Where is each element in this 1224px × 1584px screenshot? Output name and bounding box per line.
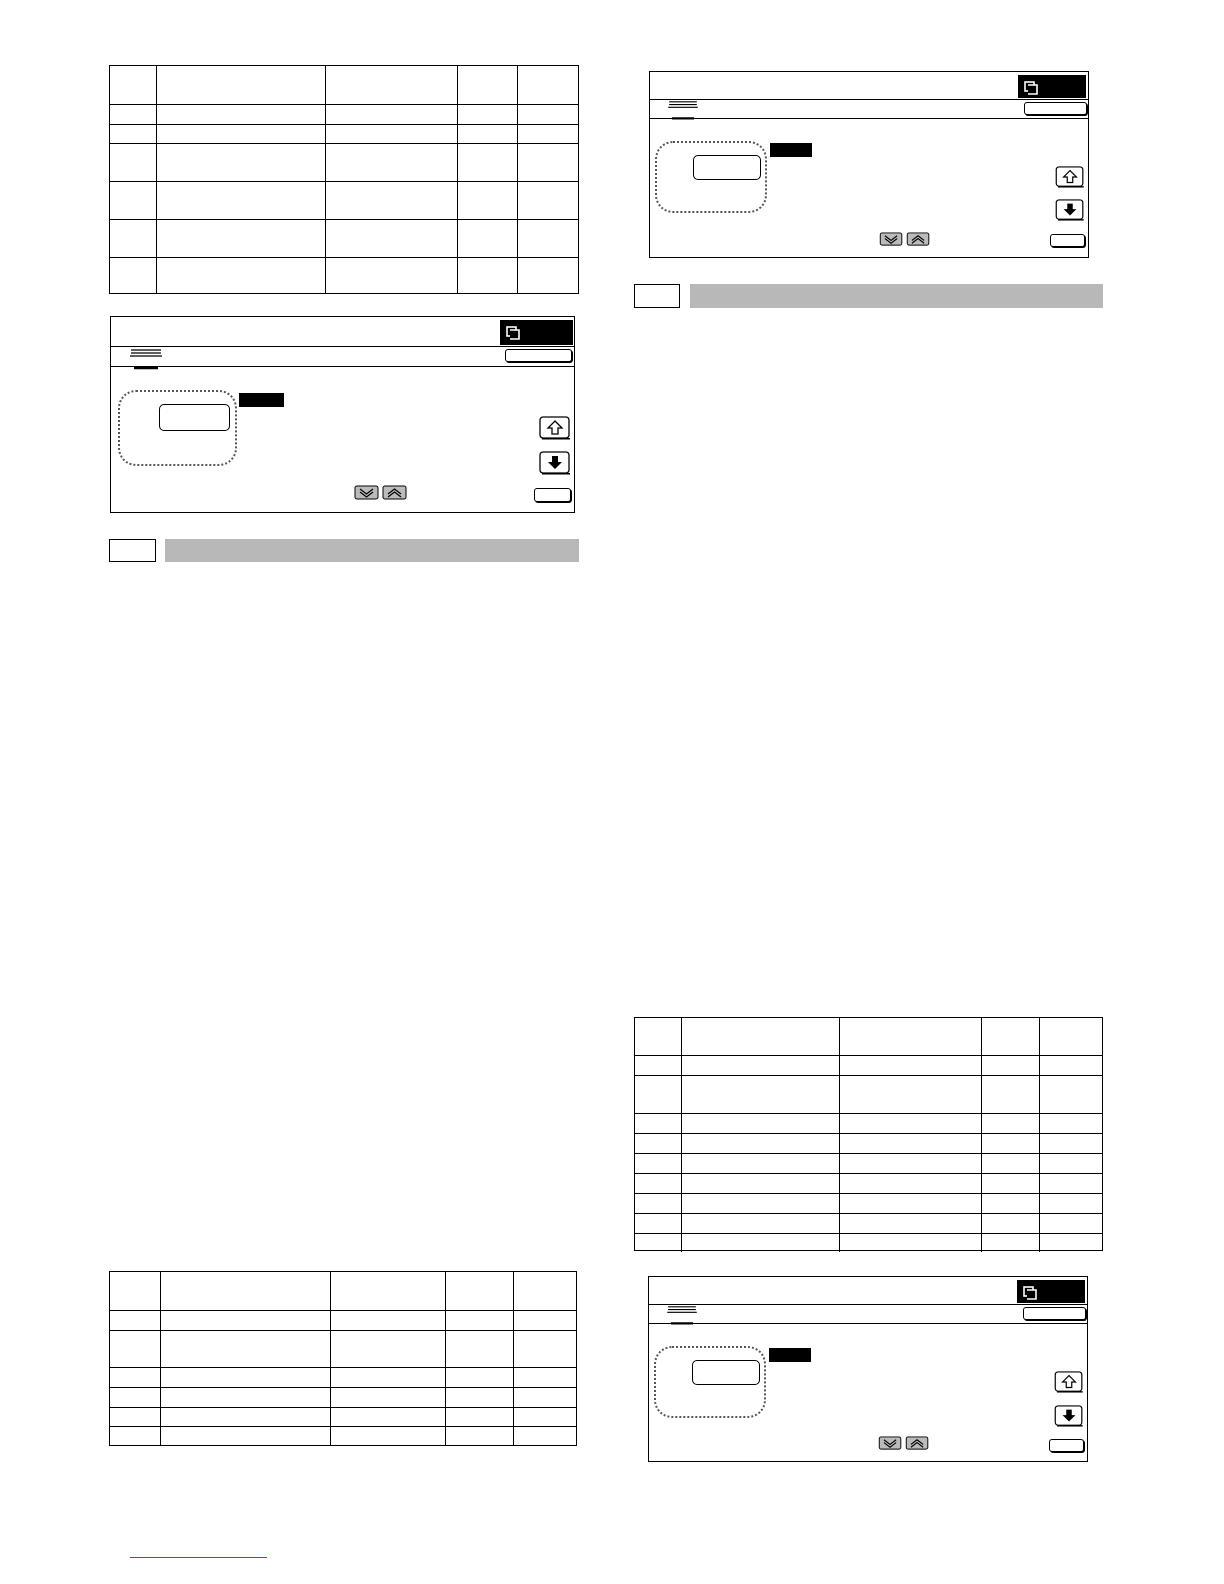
table-cell [330, 1311, 445, 1330]
copy-mode-indicator [500, 320, 573, 345]
table-cell [681, 1076, 839, 1113]
table-cell [156, 144, 325, 181]
table-cell [681, 1056, 839, 1075]
section-header-right [634, 284, 1103, 308]
table-cell [635, 1134, 681, 1153]
table-cell [681, 1018, 839, 1055]
table-cell [160, 1272, 330, 1310]
table-top-left [109, 65, 579, 294]
table-cell [681, 1214, 839, 1233]
header-button[interactable] [1024, 102, 1087, 115]
table-cell [513, 1331, 576, 1367]
table-cell [110, 1368, 160, 1387]
table-cell [110, 1331, 160, 1367]
table-cell [156, 258, 325, 293]
table-cell [325, 258, 457, 293]
value-field[interactable] [692, 1360, 760, 1385]
table-cell [445, 1388, 513, 1407]
table-cell [635, 1076, 681, 1113]
table-cell [110, 1408, 160, 1426]
table-row [635, 1153, 1102, 1173]
table-cell [160, 1427, 330, 1445]
table-cell [635, 1154, 681, 1173]
table-cell [160, 1368, 330, 1387]
table-cell [981, 1214, 1039, 1233]
paper-tray-icon [129, 347, 163, 373]
table-cell [981, 1194, 1039, 1213]
table-cell [325, 144, 457, 181]
table-cell [635, 1194, 681, 1213]
table-cell [1039, 1114, 1102, 1133]
scroll-up-button[interactable] [1055, 166, 1085, 188]
table-cell [110, 182, 156, 219]
table-cell [330, 1427, 445, 1445]
table-row [110, 1387, 576, 1407]
table-cell [513, 1427, 576, 1445]
table-cell [110, 220, 156, 257]
table-cell [1039, 1214, 1102, 1233]
section-number-box [634, 284, 680, 308]
section-title-bar [165, 539, 579, 562]
table-cell [981, 1018, 1039, 1055]
item-label [770, 143, 812, 157]
table-cell [110, 105, 156, 124]
table-cell [1039, 1174, 1102, 1193]
ok-button[interactable] [1050, 234, 1085, 247]
table-cell [330, 1368, 445, 1387]
table-row [635, 1233, 1102, 1252]
table-cell [513, 1311, 576, 1330]
table-cell [839, 1234, 981, 1252]
table-cell [635, 1234, 681, 1252]
copy-pages-icon [1024, 81, 1038, 95]
table-cell [110, 1272, 160, 1310]
copy-mode-indicator [1018, 75, 1086, 98]
table-cell [981, 1076, 1039, 1113]
table-bottom-left [109, 1271, 577, 1446]
table-row [110, 219, 578, 257]
item-label [239, 393, 284, 407]
table-cell [981, 1234, 1039, 1252]
table-cell [457, 258, 517, 293]
copy-mode-indicator [1017, 1280, 1085, 1303]
table-cell [156, 125, 325, 143]
table-cell [445, 1368, 513, 1387]
scroll-up-button[interactable] [1054, 1371, 1084, 1393]
table-cell [325, 220, 457, 257]
value-field[interactable] [693, 155, 761, 180]
table-cell [457, 182, 517, 219]
paper-tray-icon [665, 1304, 699, 1328]
table-cell [325, 105, 457, 124]
table-cell [513, 1408, 576, 1426]
item-label [769, 1348, 811, 1362]
table-row [110, 1426, 576, 1445]
ok-button[interactable] [534, 488, 571, 502]
page-up-button[interactable] [382, 485, 408, 501]
header-divider [649, 1304, 1087, 1305]
table-cell [1039, 1056, 1102, 1075]
table-cell [110, 66, 156, 104]
table-cell [156, 220, 325, 257]
value-field[interactable] [159, 404, 230, 431]
table-cell [681, 1194, 839, 1213]
table-cell [635, 1056, 681, 1075]
table-cell [330, 1272, 445, 1310]
table-cell [160, 1388, 330, 1407]
table-row [110, 257, 578, 293]
page-down-button[interactable] [878, 1436, 903, 1451]
section-header-left [109, 539, 579, 562]
table-cell [839, 1076, 981, 1113]
table-cell [681, 1154, 839, 1173]
table-cell [981, 1114, 1039, 1133]
table-cell [156, 182, 325, 219]
content-divider [650, 118, 1088, 119]
copy-pages-icon [506, 326, 520, 340]
table-cell [1039, 1076, 1102, 1113]
table-cell [110, 125, 156, 143]
footer-link[interactable] [130, 1557, 267, 1558]
table-cell [1039, 1134, 1102, 1153]
screen-panel-bottom-right [648, 1276, 1088, 1462]
table-cell [110, 1311, 160, 1330]
table-cell [517, 144, 578, 181]
table-header-row [110, 66, 578, 104]
table-cell [517, 182, 578, 219]
table-row [110, 104, 578, 124]
table-row [110, 1367, 576, 1387]
table-cell [330, 1331, 445, 1367]
table-cell [981, 1056, 1039, 1075]
table-cell [160, 1408, 330, 1426]
table-row [110, 1310, 576, 1330]
table-row [635, 1113, 1102, 1133]
table-row [635, 1055, 1102, 1075]
table-cell [110, 1388, 160, 1407]
table-row [110, 1330, 576, 1367]
table-cell [110, 1427, 160, 1445]
table-cell [445, 1272, 513, 1310]
header-divider [650, 99, 1088, 100]
screen-panel-left [110, 316, 575, 513]
table-cell [517, 220, 578, 257]
page-up-button[interactable] [906, 232, 931, 247]
table-row [635, 1173, 1102, 1193]
table-cell [839, 1154, 981, 1173]
table-cell [445, 1427, 513, 1445]
table-cell [839, 1174, 981, 1193]
screen-panel-top-right [649, 71, 1089, 258]
table-cell [981, 1154, 1039, 1173]
table-cell [457, 105, 517, 124]
table-cell [110, 258, 156, 293]
scroll-down-button[interactable] [1054, 1405, 1084, 1427]
header-button[interactable] [1023, 1307, 1086, 1320]
table-cell [457, 220, 517, 257]
section-number-box [109, 539, 156, 562]
table-cell [325, 125, 457, 143]
table-row [635, 1133, 1102, 1153]
table-cell [839, 1056, 981, 1075]
section-title-bar [690, 284, 1103, 308]
scroll-down-button[interactable] [539, 451, 571, 475]
table-row [635, 1193, 1102, 1213]
table-cell [681, 1234, 839, 1252]
table-cell [513, 1388, 576, 1407]
table-cell [513, 1272, 576, 1310]
scroll-down-button[interactable] [1055, 199, 1085, 221]
table-cell [839, 1018, 981, 1055]
paper-tray-icon [666, 99, 700, 123]
table-cell [457, 66, 517, 104]
table-cell [445, 1311, 513, 1330]
table-cell [1039, 1154, 1102, 1173]
table-cell [513, 1368, 576, 1387]
table-cell [160, 1331, 330, 1367]
table-row [110, 181, 578, 219]
table-cell [839, 1194, 981, 1213]
page-down-button[interactable] [879, 232, 904, 247]
table-row [110, 1407, 576, 1426]
table-cell [839, 1114, 981, 1133]
copy-pages-icon [1023, 1286, 1037, 1300]
table-cell [681, 1114, 839, 1133]
table-header-row [635, 1018, 1102, 1055]
table-cell [981, 1134, 1039, 1153]
ok-button[interactable] [1049, 1439, 1084, 1452]
table-cell [110, 144, 156, 181]
table-cell [1039, 1018, 1102, 1055]
table-cell [839, 1134, 981, 1153]
table-cell [635, 1018, 681, 1055]
table-cell [457, 144, 517, 181]
table-cell [839, 1214, 981, 1233]
table-cell [1039, 1194, 1102, 1213]
table-cell [325, 182, 457, 219]
table-cell [681, 1174, 839, 1193]
table-row [635, 1075, 1102, 1113]
table-cell [635, 1174, 681, 1193]
table-cell [981, 1174, 1039, 1193]
content-divider [111, 366, 574, 367]
table-cell [160, 1311, 330, 1330]
table-cell [517, 125, 578, 143]
table-cell [517, 66, 578, 104]
table-bottom-right [634, 1017, 1103, 1251]
table-row [635, 1213, 1102, 1233]
header-button[interactable] [505, 349, 572, 362]
table-cell [156, 105, 325, 124]
table-cell [517, 258, 578, 293]
table-row [110, 143, 578, 181]
table-cell [330, 1408, 445, 1426]
page-up-button[interactable] [905, 1436, 930, 1451]
table-cell [445, 1408, 513, 1426]
table-cell [1039, 1234, 1102, 1252]
table-cell [635, 1114, 681, 1133]
table-header-row [110, 1272, 576, 1310]
table-row [110, 124, 578, 143]
page-down-button[interactable] [354, 485, 380, 501]
table-cell [325, 66, 457, 104]
header-divider [111, 346, 574, 347]
table-cell [517, 105, 578, 124]
table-cell [681, 1134, 839, 1153]
table-cell [635, 1214, 681, 1233]
table-cell [330, 1388, 445, 1407]
table-cell [445, 1331, 513, 1367]
table-cell [457, 125, 517, 143]
table-cell [156, 66, 325, 104]
scroll-up-button[interactable] [539, 416, 571, 440]
content-divider [649, 1323, 1087, 1324]
